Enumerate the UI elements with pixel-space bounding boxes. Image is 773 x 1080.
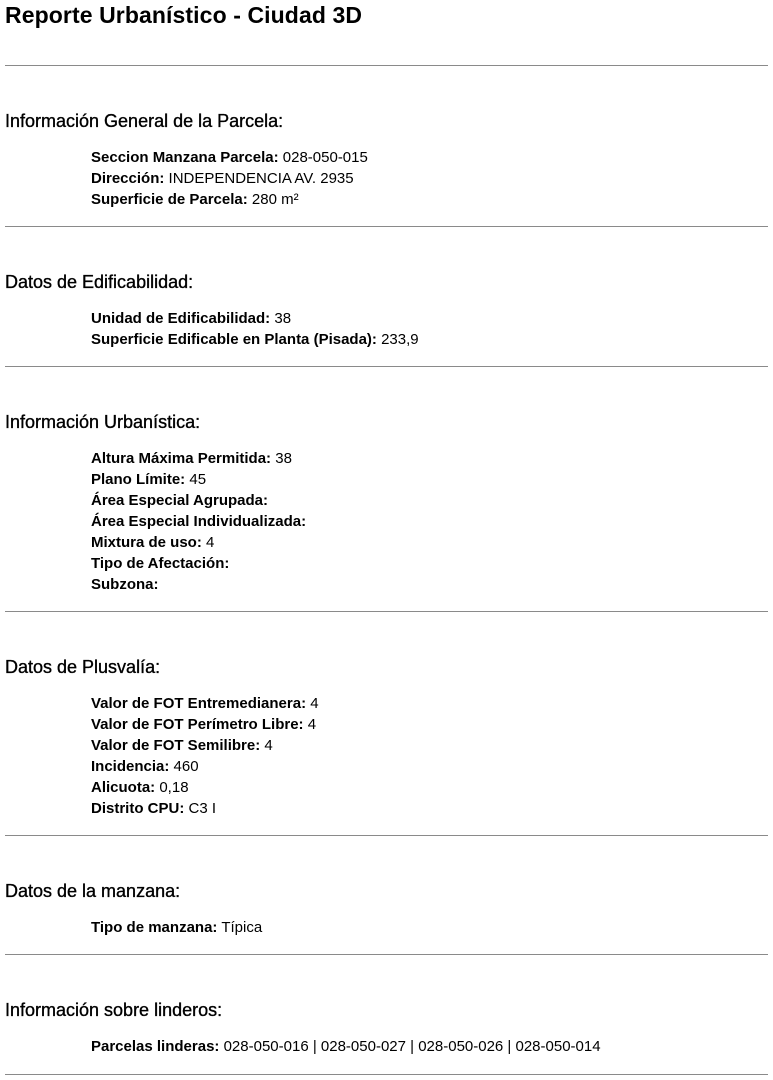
field-value: 460 (173, 758, 199, 775)
field-value: 4 (310, 695, 319, 712)
field-distrito-cpu (91, 798, 319, 819)
section-title-urbanistica: Información Urbanística: (5, 412, 201, 432)
field-unidad-edificabilidad (91, 308, 419, 329)
section-title-plusvalia: Datos de Plusvalía: (5, 657, 161, 677)
field-value: C3 I (188, 800, 217, 817)
field-label: Subzona: (91, 576, 159, 593)
field-direccion (91, 168, 368, 189)
field-tipo-manzana (91, 917, 262, 938)
field-value: 4 (264, 737, 273, 754)
field-value: 028-050-016 | 028-050-027 | 028-050-026 | 028-050-014 (223, 1038, 601, 1055)
field-value: 0,18 (159, 779, 189, 796)
field-label: Valor de FOT Semilibre: (91, 737, 261, 754)
divider (5, 226, 768, 227)
field-incidencia (91, 756, 319, 777)
field-label: Altura Máxima Permitida: (91, 450, 272, 467)
field-label: Dirección: (91, 170, 165, 187)
field-value: 4 (307, 716, 317, 733)
field-value: 45 (189, 471, 207, 488)
report-title: Reporte Urbanístico - Ciudad 3D (5, 2, 363, 28)
field-plano-limite (91, 469, 306, 490)
field-label: Alicuota: (91, 779, 156, 796)
divider (5, 1074, 768, 1075)
divider (5, 954, 768, 955)
field-value: 233,9 (381, 331, 419, 348)
field-label: Incidencia: (91, 758, 170, 775)
field-value: 280 m² (251, 191, 299, 208)
field-label: Valor de FOT Entremedianera: (91, 695, 307, 712)
field-list-general (91, 147, 368, 210)
field-label: Tipo de Afectación: (91, 555, 230, 572)
field-mixtura-uso (91, 532, 306, 553)
divider (5, 611, 768, 612)
field-label: Área Especial Agrupada: (91, 492, 269, 509)
field-value: 38 (275, 450, 292, 467)
field-list-edificabilidad (91, 308, 419, 350)
field-label: Distrito CPU: (91, 800, 185, 817)
divider (5, 366, 768, 367)
field-fot-semilibre (91, 735, 319, 756)
field-label: Seccion Manzana Parcela: (91, 149, 279, 166)
field-label: Parcelas linderas: (91, 1038, 220, 1055)
field-list-plusvalia (91, 693, 319, 819)
field-label: Superficie Edificable en Planta (Pisada): (91, 331, 377, 348)
divider (5, 835, 768, 836)
field-list-urbanistica (91, 448, 306, 595)
field-label: Mixtura de uso: (91, 534, 202, 551)
field-label: Tipo de manzana: (91, 919, 218, 936)
field-superficie-edificable (91, 329, 419, 350)
field-area-especial-individualizada (91, 511, 306, 532)
field-fot-entremedianera (91, 693, 319, 714)
field-value: INDEPENDENCIA AV. 2935 (168, 170, 354, 187)
field-alicuota (91, 777, 319, 798)
field-tipo-afectacion (91, 553, 306, 574)
field-parcelas-linderas (91, 1036, 601, 1057)
divider (5, 65, 768, 66)
field-value: Típica (221, 919, 263, 936)
field-value: 028-050-015 (282, 149, 368, 166)
field-list-manzana (91, 917, 262, 938)
field-fot-perimetro-libre (91, 714, 319, 735)
field-subzona (91, 574, 306, 595)
section-title-general: Información General de la Parcela: (5, 111, 284, 131)
field-label: Área Especial Individualizada: (91, 513, 307, 530)
field-label: Unidad de Edificabilidad: (91, 310, 271, 327)
field-altura-maxima (91, 448, 306, 469)
section-title-manzana: Datos de la manzana: (5, 881, 181, 901)
field-superficie-parcela (91, 189, 368, 210)
field-seccion-manzana-parcela (91, 147, 368, 168)
field-label: Plano Límite: (91, 471, 186, 488)
section-title-edificabilidad: Datos de Edificabilidad: (5, 272, 194, 292)
field-label: Valor de FOT Perímetro Libre: (91, 716, 304, 733)
field-value: 4 (206, 534, 215, 551)
field-area-especial-agrupada (91, 490, 306, 511)
section-title-linderos: Información sobre linderos: (5, 1000, 223, 1020)
field-label: Superficie de Parcela: (91, 191, 248, 208)
field-value: 38 (274, 310, 292, 327)
field-list-linderos (91, 1036, 601, 1057)
